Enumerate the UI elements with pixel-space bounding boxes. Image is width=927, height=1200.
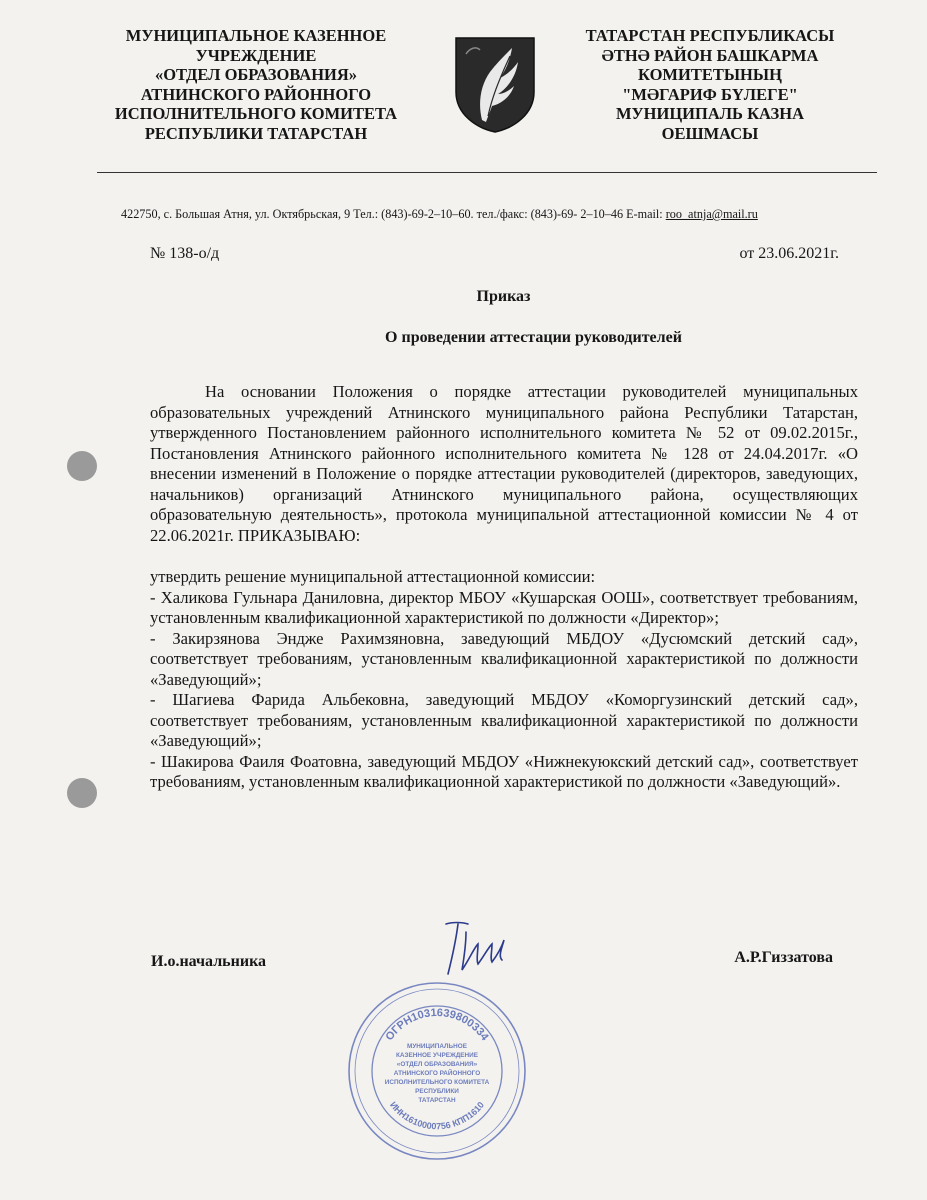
stamp-center-line: ТАТАРСТАН [418, 1097, 456, 1104]
header-left-russian [106, 26, 406, 143]
header-left-line: УЧРЕЖДЕНИЕ [195, 45, 317, 65]
stamp-center-line: ИСПОЛНИТЕЛЬНОГО КОМИТЕТА [384, 1079, 490, 1086]
header-right-line: ӘТНӘ РАЙОН БАШКАРМА [601, 45, 819, 65]
stamp-center-line: АТНИНСКОГО РАЙОННОГО [393, 1070, 481, 1077]
list-item: - Шакирова Фаиля Фоатовна, заведующий МБДОУ «Нижнекуюкский детский сад», соответствует требованиям, установленным квалификационной характеристикой по должности «Заведующий». [150, 751, 858, 791]
stamp-center-line: КАЗЕННОЕ УЧРЕЖДЕНИЕ [395, 1052, 479, 1059]
list-item: - Закирзянова Эндже Рахимзяновна, заведующий МБДОУ «Дусюмский детский сад», соответствует требованиям, установленным квалификационной характеристикой по должности «Заведующий»; [150, 628, 858, 689]
document-number: № 138-о/д [150, 245, 220, 262]
signer-position: И.о.начальника [151, 953, 267, 970]
address-line [121, 207, 861, 222]
document-title: Приказ [476, 288, 531, 305]
header-right-line: "МӘГАРИФ БҮЛЕГЕ" [622, 84, 798, 104]
list-item: - Шагиева Фарида Альбековна, заведующий МБДОУ «Коморгузинский детский сад», соответствует требованиям, установленным квалификационной характеристикой по должности «Заведующий»; [150, 690, 858, 750]
stamp-inn: ИНН1610000756 КПП1610 [388, 1099, 486, 1132]
punch-hole [67, 451, 97, 481]
svg-text:ОГРН1031639800334 [383, 1007, 491, 1044]
header-left-line: РЕСПУБЛИКИ ТАТАРСТАН [144, 123, 368, 143]
document-body [150, 382, 858, 793]
address-text: 422750, с. Большая Атня, ул. Октябрьская, 9 Тел.: (843)-69-2–10–60. тел./факс: (843)-69- 2–10–46 E-mail: [121, 207, 666, 221]
document-subtitle: О проведении аттестации руководителей [385, 329, 682, 346]
header-divider [97, 172, 877, 173]
official-stamp-icon [344, 978, 530, 1164]
punch-hole [67, 778, 97, 808]
intro-paragraph: На основании Положения о порядке аттестации руководителей муниципальных образовательных учреждений Атнинского муниципального района Республики Татарстан, утвержденного Постановлением районного исполнительного комитета № 52 от 09.02.2015г., Постановления Атнинского районного исполнительного комитета № 128 от 24.04.2017г. «О внесении изменений в Положение о порядке аттестации руководителей (директоров, заведующих, начальников) организаций Атнинского муниципального района, осуществляющих образовательную деятельность», протокола муниципальной аттестационной комиссии № 4 от 22.06.2021г. ПРИКАЗЫВАЮ: [150, 382, 858, 545]
signer-name: А.Р.Гиззатова [734, 949, 833, 966]
header-right-tatar [560, 26, 860, 143]
header-right-line: МУНИЦИПАЛЬ КАЗНА [615, 104, 805, 123]
document-date: от 23.06.2021г. [739, 245, 839, 262]
stamp-center-line: МУНИЦИПАЛЬНОЕ [407, 1043, 467, 1050]
decision-line: утвердить решение муниципальной аттестационной комиссии: [150, 567, 596, 586]
header-right-line: ТАТАРСТАН РЕСПУБЛИКАСЫ [585, 26, 835, 45]
list-item: - Халикова Гульнара Даниловна, директор МБОУ «Кушарская ООШ», соответствует требованиям, установленным квалификационной характеристикой по должности «Директор»; [150, 587, 858, 627]
paragraph-gap [150, 546, 858, 567]
header-left-line: «ОТДЕЛ ОБРАЗОВАНИЯ» [154, 65, 358, 84]
header-left-line: МУНИЦИПАЛЬНОЕ КАЗЕННОЕ [125, 26, 387, 45]
coat-of-arms-icon [452, 34, 538, 134]
handwritten-signature-icon [432, 918, 514, 978]
header-left-line: ИСПОЛНИТЕЛЬНОГО КОМИТЕТА [114, 104, 398, 123]
stamp-center-line: «ОТДЕЛ ОБРАЗОВАНИЯ» [396, 1061, 478, 1068]
email-link[interactable]: roo_atnja@mail.ru [665, 207, 758, 221]
stamp-center-line: РЕСПУБЛИКИ [415, 1088, 459, 1095]
header-right-line: ОЕШМАСЫ [661, 123, 759, 143]
header-right-line: КОМИТЕТЫНЫҢ [638, 65, 782, 84]
stamp-ogrn: ОГРН1031639800334 [383, 1006, 491, 1043]
header-left-line: АТНИНСКОГО РАЙОННОГО [140, 84, 372, 104]
